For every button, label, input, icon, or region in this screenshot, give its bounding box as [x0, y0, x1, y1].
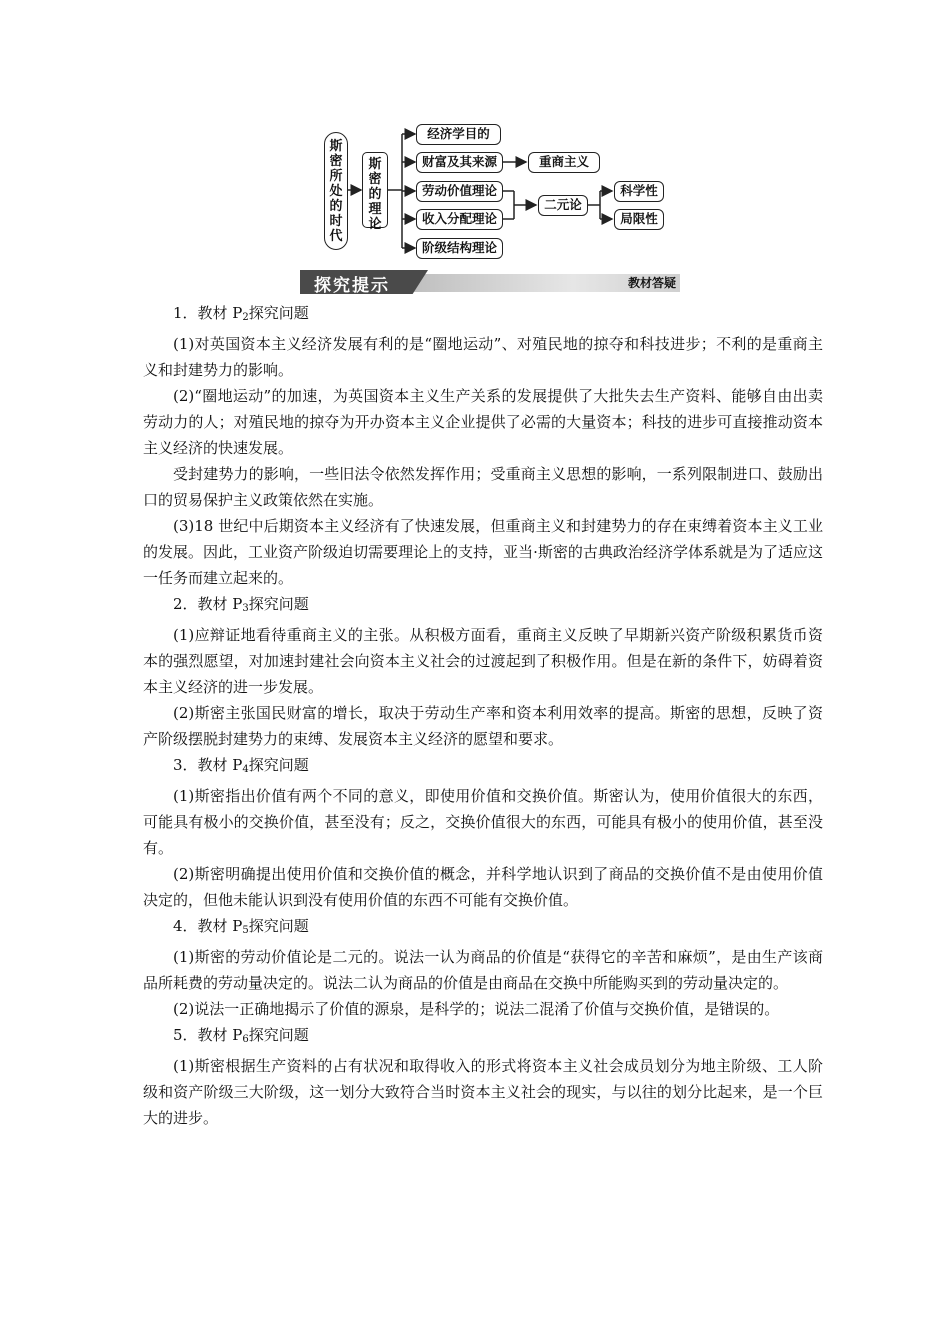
diagram-mercantilism: 重商主义 [528, 152, 600, 173]
diagram-root-box [324, 132, 348, 250]
diagram-root-label: 斯密所处的时代 [329, 139, 343, 244]
diagram-dualism: 二元论 [538, 195, 588, 216]
section-banner [300, 270, 680, 294]
section-heading: 1．教材 $P_2$探究问题 [173, 304, 309, 323]
paragraph: 受封建势力的影响，一些旧法令依然发挥作用；受重商主义思想的影响，一系列限制进口、鼓励出口的贸易保护主义政策依然在实施。 [143, 465, 823, 509]
paragraph: (2)说法一正确地揭示了价值的源泉，是科学的；说法二混淆了价值与交换价值，是错误的。 [173, 1000, 780, 1018]
paragraph: (1)斯密指出价值有两个不同的意义，即使用价值和交换价值。斯密认为，使用价值很大的东西，可能具有极小的交换价值，甚至没有；反之，交换价值很大的东西，可能具有极小的使用价值，甚至没有。 [143, 787, 823, 857]
answer-content [143, 300, 823, 1131]
paragraph: (2)斯密主张国民财富的增长，取决于劳动生产率和资本利用效率的提高。斯密的思想，反映了资产阶级摆脱封建势力的束缚、发展资本主义经济的愿望和要求。 [143, 704, 823, 748]
concept-diagram [318, 120, 678, 264]
section-heading: 4．教材 $P_5$探究问题 [173, 917, 309, 936]
paragraph: (2)斯密明确提出使用价值和交换价值的概念，并科学地认识到了商品的交换价值不是由使用价值决定的，但他未能认识到没有使用价值的东西不可能有交换价值。 [143, 865, 823, 909]
diagram-scientific: 科学性 [614, 181, 664, 202]
diagram-branch-class: 阶级结构理论 [416, 238, 503, 259]
section-heading: 5．教材 $P_6$探究问题 [173, 1026, 309, 1045]
diagram-theory-label: 斯密的理论 [368, 157, 382, 232]
paragraph: (1)对英国资本主义经济发展有利的是“圈地运动”、对殖民地的掠夺和科技进步；不利的是重商主义和封建势力的影响。 [143, 335, 823, 379]
section-heading: 3．教材 $P_4$探究问题 [173, 756, 309, 775]
diagram-branch-labour-value: 劳动价值理论 [416, 181, 503, 202]
paragraph: (1)斯密根据生产资料的占有状况和取得收入的形式将资本主义社会成员划分为地主阶级、工人阶级和资产阶级三大阶级，这一划分大致符合当时资本主义社会的现实，与以往的划分比起来，是一个巨大的进步。 [143, 1057, 823, 1127]
banner-title: 探究提示 [314, 276, 390, 296]
diagram-branch-purpose: 经济学目的 [416, 124, 501, 145]
section-4 [143, 913, 823, 1022]
diagram-branch-wealth: 财富及其来源 [416, 152, 503, 173]
diagram-theory-box [362, 152, 388, 232]
section-2 [143, 591, 823, 752]
paragraph: (1)应辩证地看待重商主义的主张。从积极方面看，重商主义反映了早期新兴资产阶级积累货币资本的强烈愿望，对加速封建社会向资本主义社会的过渡起到了积极作用。但是在新的条件下，妨碍着资本主义经济的进一步发展。 [143, 626, 823, 696]
diagram-branch-income: 收入分配理论 [416, 209, 503, 230]
paragraph: (1)斯密的劳动价值论是二元的。说法一认为商品的价值是“获得它的辛苦和麻烦”，是由生产该商品所耗费的劳动量决定的。说法二认为商品的价值是由商品在交换中所能购买到的劳动量决定的。 [143, 948, 823, 992]
diagram-limitation: 局限性 [614, 209, 664, 230]
section-heading: 2．教材 $P_3$探究问题 [173, 595, 309, 614]
paragraph: (2)“圈地运动”的加速，为英国资本主义生产关系的发展提供了大批失去生产资料、能够自由出卖劳动力的人；对殖民地的掠夺为开办资本主义企业提供了必需的大量资本；科技的进步可直接推动资本主义经济的快速发展。 [143, 387, 823, 457]
section-1 [143, 300, 823, 591]
paragraph: (3)18 世纪中后期资本主义经济有了快速发展，但重商主义和封建势力的存在束缚着资本主义工业的发展。因此，工业资产阶级迫切需要理论上的支持，亚当·斯密的古典政治经济学体系就是为了适应这一任务而建立起来的。 [143, 517, 823, 587]
section-5 [143, 1022, 823, 1131]
section-3 [143, 752, 823, 913]
banner-right-label: 教材答疑 [627, 276, 676, 290]
